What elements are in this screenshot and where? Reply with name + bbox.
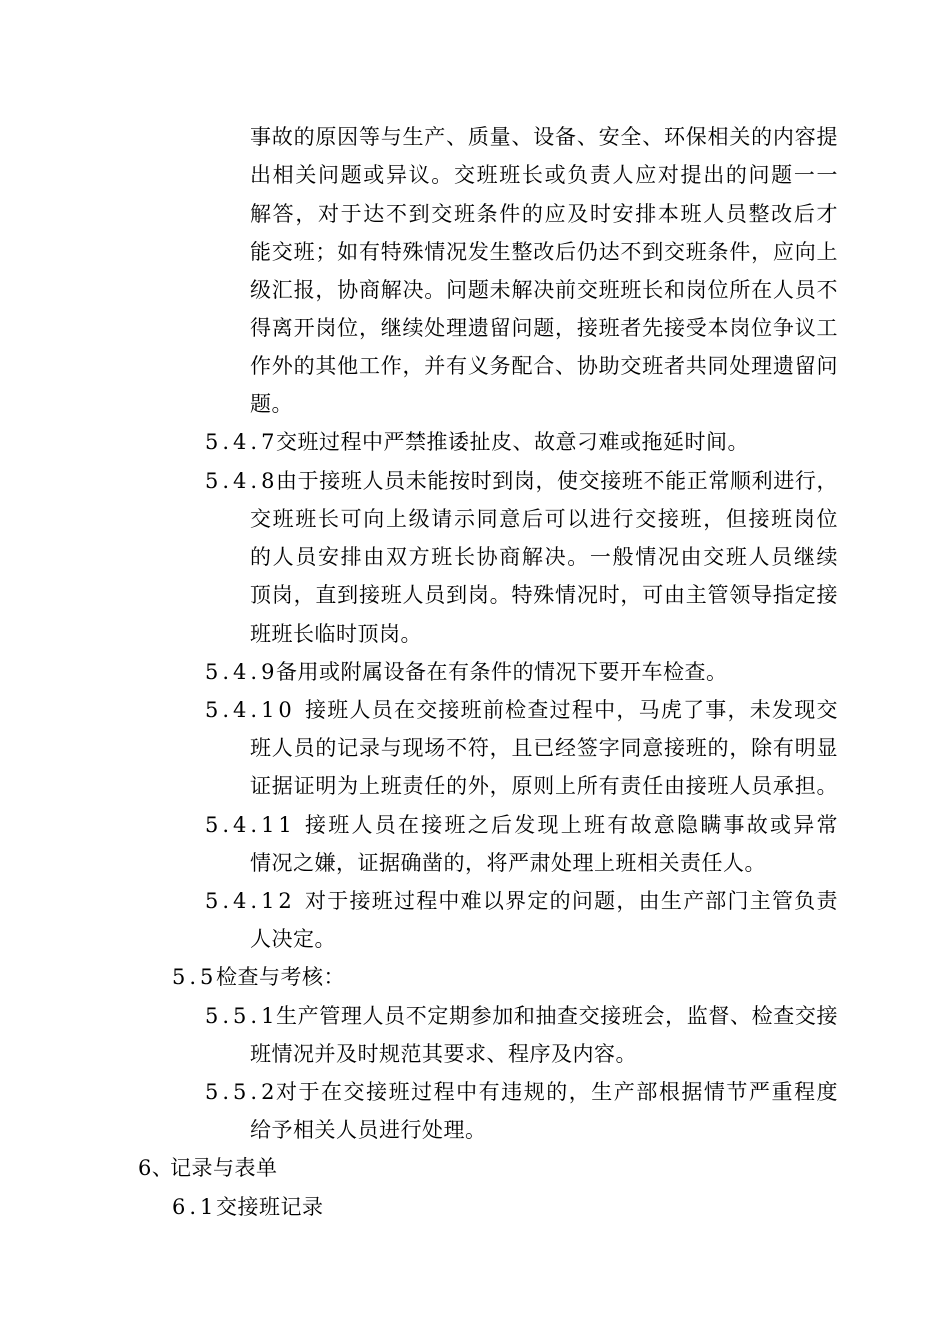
section-number: 6、 (138, 1156, 174, 1180)
item-text: 生产管理人员不定期参加和抽查交接班会，监督、检查交接 (276, 1004, 838, 1028)
paragraph-line: 作外的其他工作，并有义务配合、协助交班者共同处理遗留问 (250, 354, 838, 378)
item-number: 5.4.12 (205, 889, 296, 913)
item-number: 5.4.9 (205, 660, 279, 684)
paragraph-line: 级汇报，协商解决。问题未解决前交班班长和岗位所在人员不 (250, 278, 838, 302)
item-number: 5.4.10 (205, 698, 296, 722)
item-text: 对于在交接班过程中有违规的，生产部根据情节严重程度 (276, 1080, 838, 1104)
item-text: 证据证明为上班责任的外，原则上所有责任由接班人员承担。 (250, 774, 838, 798)
item-text: 的人员安排由双方班长协商解决。一般情况由交班人员继续 (250, 545, 838, 569)
paragraph-line: 得离开岗位，继续处理遗留问题，接班者先接受本岗位争议工 (250, 316, 838, 340)
item-number: 5.5.1 (205, 1004, 279, 1028)
section-number: 5.5 (172, 965, 218, 989)
item-text: 班班长临时顶岗。 (250, 622, 422, 646)
item-text: 交班过程中严禁推诿扯皮、故意刁难或拖延时间。 (276, 430, 749, 454)
item-text: 人决定。 (250, 927, 336, 951)
paragraph-line: 事故的原因等与生产、质量、设备、安全、环保相关的内容提 (250, 125, 838, 149)
item-text: 由于接班人员未能按时到岗，使交接班不能正常顺利进行， (276, 469, 838, 493)
item-number: 5.4.8 (205, 469, 279, 493)
section-title: 检查与考核： (216, 965, 345, 989)
section-number: 6.1 (172, 1195, 218, 1219)
item-text: 对于接班过程中难以界定的问题，由生产部门主管负责 (305, 889, 838, 913)
paragraph-line: 出相关问题或异议。交班班长或负责人应对提出的问题一一 (250, 163, 838, 187)
item-text: 交班班长可向上级请示同意后可以进行交接班，但接班岗位 (250, 507, 838, 531)
item-text: 备用或附属设备在有条件的情况下要开车检查。 (276, 660, 728, 684)
paragraph-line: 解答，对于达不到交班条件的应及时安排本班人员整改后才 (250, 202, 838, 226)
section-title: 记录与表单 (170, 1156, 278, 1180)
item-text: 接班人员在接班之后发现上班有故意隐瞒事故或异常 (305, 813, 838, 837)
item-text: 情况之嫌，证据确凿的，将严肃处理上班相关责任人。 (250, 851, 766, 875)
item-text: 给予相关人员进行处理。 (250, 1118, 487, 1142)
item-text: 顶岗，直到接班人员到岗。特殊情况时，可由主管领导指定接 (250, 583, 838, 607)
paragraph-line: 能交班；如有特殊情况发生整改后仍达不到交班条件，应向上 (250, 240, 838, 264)
item-text: 班人员的记录与现场不符，且已经签字同意接班的，除有明显 (250, 736, 838, 760)
item-text: 接班人员在交接班前检查过程中，马虎了事，未发现交 (305, 698, 838, 722)
item-number: 5.4.11 (205, 813, 296, 837)
item-number: 5.4.7 (205, 430, 279, 454)
item-text: 班情况并及时规范其要求、程序及内容。 (250, 1042, 637, 1066)
item-number: 5.5.2 (205, 1080, 279, 1104)
paragraph-line: 题。 (250, 392, 293, 416)
section-title: 交接班记录 (216, 1195, 324, 1219)
